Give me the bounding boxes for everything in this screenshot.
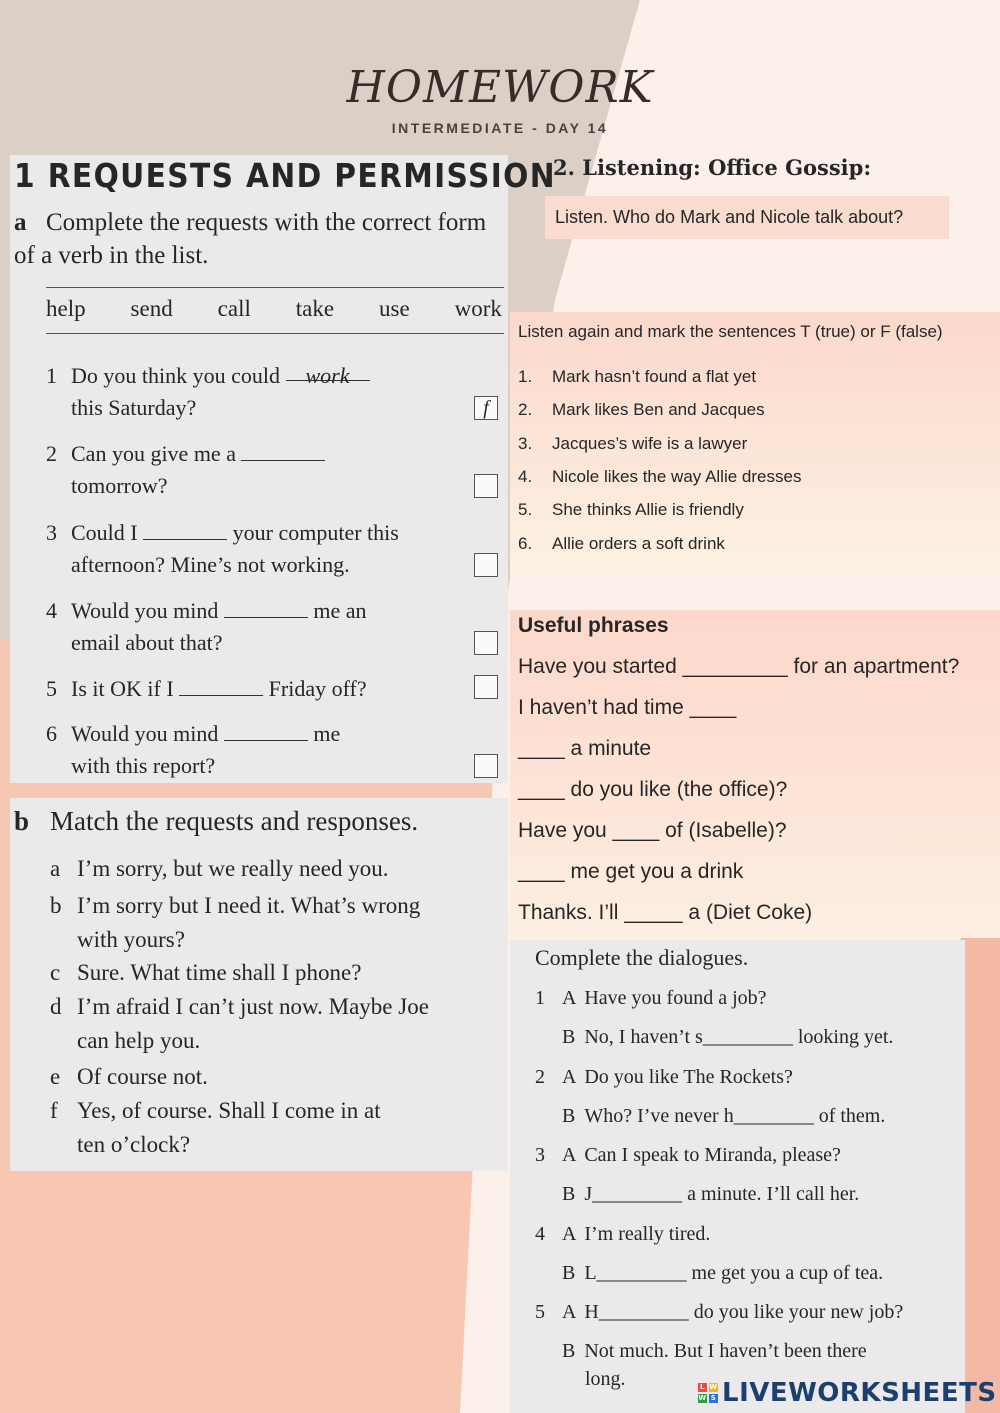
question-item [46,517,506,587]
speaker-a: A [562,987,581,1009]
response-text: I’m afraid I can’t just now. Maybe Joe [77,994,429,1019]
question-after: me an [313,598,367,623]
dialogue-number: 1 [535,987,545,1009]
response-text: Sure. What time shall I phone? [77,960,362,985]
speaker-b: B [562,1183,581,1205]
statement-text: Jacques’s wife is a lawyer [552,433,748,453]
statement-text: Mark hasn’t found a flat yet [552,367,757,386]
question-text [71,595,491,659]
dialogue-line-a [562,1220,710,1248]
dialogue-line-a [562,1141,841,1169]
question-before: Would you mind [71,721,219,746]
dialogue-a-text: Can I speak to Miranda, please? [584,1144,841,1166]
dialogue-line-b [562,1023,893,1051]
dialogue-a-text: Have you found a job? [584,987,767,1009]
answer-blank[interactable]: work [286,360,370,381]
verb-work: work [454,296,502,321]
dialogues-title: Complete the dialogues. [535,945,749,970]
question-after: me [313,721,341,746]
useful-phrases-title: Useful phrases [518,614,669,637]
dialogue-line-a [562,1298,903,1326]
response-item [50,1060,500,1094]
statement-number: 1. [518,367,533,386]
true-false-instruction: Listen again and mark the sentences T (true) or F (false) [518,322,943,341]
statement-number: 2. [518,400,533,420]
statement-item [518,434,747,454]
question-item [46,360,506,430]
dialogue-b-text[interactable]: Not much. But I haven’t been there [584,1340,867,1362]
statement-number: 4. [518,466,533,486]
response-text: Yes, of course. Shall I come in at [77,1098,381,1123]
question-text [71,517,491,581]
dialogue-a-text: I’m really tired. [584,1222,711,1245]
speaker-b: B [562,1104,581,1127]
answer-blank[interactable] [224,597,308,618]
useful-phrase: ____ me get you a drink [518,860,744,883]
response-letter: c [50,960,61,985]
section-1-title: 1 REQUESTS AND PERMISSION [14,156,556,195]
answer-blank[interactable] [143,519,227,540]
statement-text: Allie orders a soft drink [552,533,725,553]
question-text [71,718,491,782]
question-line2: this Saturday? [71,395,197,420]
part-b-letter: b [14,806,30,836]
response-text-line2: ten o’clock? [77,1132,191,1157]
part-a-letter: a [14,209,27,236]
statement-text: She thinks Allie is friendly [552,500,744,520]
answer-checkbox[interactable] [474,631,498,655]
answer-checkbox[interactable]: f [474,396,498,420]
response-text: I’m sorry but I need it. What’s wrong [77,893,421,918]
dialogue-b-text[interactable]: J_________ a minute. I’ll call her. [584,1183,860,1205]
answer-checkbox[interactable] [474,675,498,699]
question-text [71,438,491,502]
response-item [50,956,500,990]
question-before: Would you mind [71,598,219,623]
question-number: 2 [46,441,57,466]
liveworksheets-logo-text: LIVEWORKSHEETS [722,1378,997,1408]
answer-checkbox[interactable] [474,754,498,778]
statement-number: 5. [518,500,533,520]
dialogue-b-text[interactable]: L_________ me get you a cup of tea. [584,1261,884,1284]
useful-phrase: I haven’t had time ____ [518,696,737,719]
response-item [50,990,500,1058]
question-before: Can you give me a [71,441,236,466]
dialogue-number: 4 [535,1222,545,1245]
question-item [46,718,506,788]
dialogue-line-a [562,1063,793,1091]
question-number: 4 [46,598,57,623]
statement-item [518,534,725,554]
dialogue-a-text: H_________ do you like your new job? [584,1301,904,1323]
response-text: I’m sorry, but we really need you. [77,856,389,881]
answer-blank[interactable] [224,720,308,741]
dialogue-b-text[interactable]: Who? I’ve never h________ of them. [584,1104,886,1127]
statement-text: Mark likes Ben and Jacques [552,400,765,420]
question-before: Is it OK if I [71,676,174,701]
question-after: Friday off? [268,676,367,701]
speaker-a: A [562,1065,581,1088]
speaker-a: A [562,1222,581,1245]
useful-phrase: ____ do you like (the office)? [518,778,788,801]
dialogue-b-text[interactable]: No, I haven’t s_________ looking yet. [584,1026,894,1048]
part-a-text: Complete the requests with the correct form of a verb in the list. [14,209,487,269]
part-a-instruction [14,206,504,272]
verb-list [46,296,502,322]
speaker-b: B [562,1261,581,1284]
statement-item [518,500,744,520]
question-text [71,673,491,705]
response-item [50,889,500,957]
question-line2: afternoon? Mine’s not working. [71,552,350,577]
question-number: 6 [46,721,57,746]
response-item [50,1094,500,1162]
question-after: your computer this [232,520,399,545]
useful-phrase: Have you ____ of (Isabelle)? [518,819,787,842]
part-b-instruction [14,806,418,837]
dialogue-line-b [562,1259,883,1287]
verb-call: call [217,296,251,321]
question-before: Could I [71,520,138,545]
response-text-line2: can help you. [77,1028,201,1053]
useful-phrase: Have you started _________ for an apartment? [518,655,960,678]
page-subtitle: INTERMEDIATE - DAY 14 [391,120,609,136]
useful-phrase: Thanks. I’ll _____ a (Diet Coke) [518,901,813,924]
response-letter: f [50,1098,58,1123]
statement-item [518,367,756,387]
statement-item [518,400,765,420]
dialogue-b-text-line2: long. [585,1368,626,1390]
question-before: Do you think you could [71,363,280,388]
question-text [71,360,491,424]
useful-phrase: ____ a minute [518,737,652,760]
liveworksheets-logo [698,1378,997,1408]
answer-checkbox[interactable] [474,553,498,577]
speaker-a: A [562,1144,581,1166]
dialogue-number: 3 [535,1144,545,1166]
response-letter: a [50,856,61,881]
verb-take: take [295,296,335,321]
response-item [50,852,500,886]
dialogue-number: 5 [535,1301,545,1323]
dialogue-line-a [562,984,767,1012]
speaker-b: B [562,1026,581,1048]
verb-use: use [379,296,410,321]
answer-blank[interactable] [179,675,263,696]
question-line2: with this report? [71,753,216,778]
question-number: 3 [46,520,57,545]
verb-help: help [46,296,86,321]
statement-number: 6. [518,533,533,553]
part-b-text: Match the requests and responses. [50,806,419,836]
response-text: Of course not. [77,1064,208,1089]
answer-blank[interactable] [241,440,325,461]
statement-item [518,467,801,487]
statement-number: 3. [518,433,533,453]
answer-checkbox[interactable] [474,474,498,498]
verb-list-bottom-rule [46,333,504,334]
response-text-line2: with yours? [77,927,185,952]
liveworksheets-logo-icon: L W W S [698,1383,718,1402]
dialogue-a-text: Do you like The Rockets? [584,1065,793,1088]
verb-send: send [130,296,173,321]
question-number: 5 [46,676,57,701]
page-title: HOMEWORK [346,62,654,113]
verb-list-top-rule [46,287,504,288]
dialogue-line-b [562,1180,859,1208]
response-letter: e [50,1064,61,1089]
dialogue-line-b [562,1102,885,1130]
question-item [46,438,506,508]
question-item [46,595,506,665]
question-number: 1 [46,363,57,388]
speaker-b: B [562,1340,581,1362]
response-letter: d [50,994,62,1019]
speaker-a: A [562,1301,581,1323]
question-line2: email about that? [71,630,223,655]
listen-prompt: Listen. Who do Mark and Nicole talk about? [545,196,949,239]
section-2-title: 2. Listening: Office Gossip: [553,155,872,180]
statement-text: Nicole likes the way Allie dresses [552,466,802,486]
question-line2: tomorrow? [71,473,168,498]
response-letter: b [50,893,62,918]
dialogue-number: 2 [535,1065,545,1088]
